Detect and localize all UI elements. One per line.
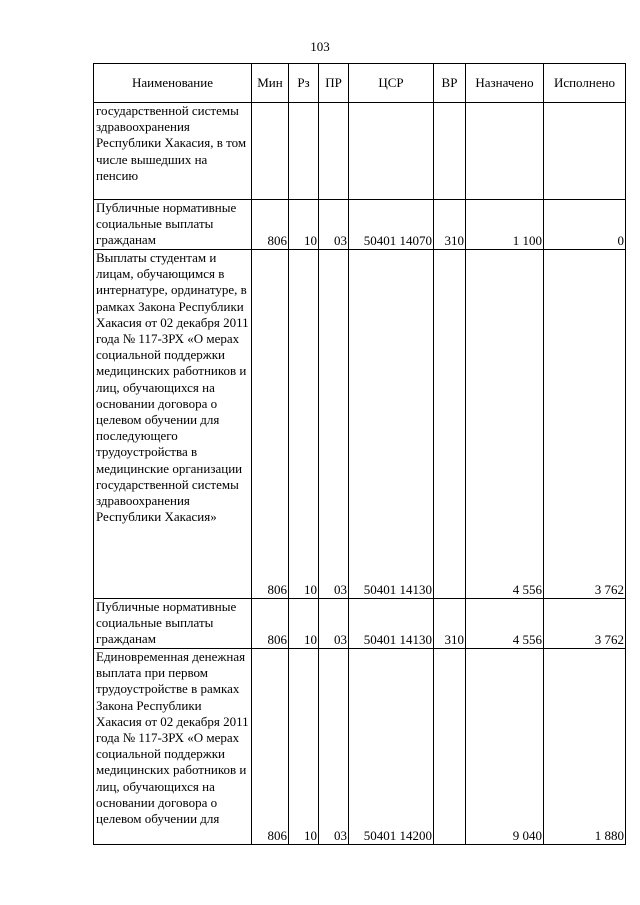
cell-planned (466, 103, 544, 200)
cell-csr: 50401 14070 (349, 200, 434, 250)
cell-pr: 03 (319, 250, 349, 599)
cell-executed: 3 762 (544, 250, 626, 599)
cell-rz: 10 (289, 649, 319, 845)
cell-executed: 1 880 (544, 649, 626, 845)
cell-pr (319, 103, 349, 200)
table-row (94, 599, 626, 649)
cell-rz: 10 (289, 599, 319, 649)
cell-vr: 310 (434, 200, 466, 250)
header-planned: Назначено (466, 64, 544, 103)
cell-csr (349, 103, 434, 200)
cell-planned: 9 040 (466, 649, 544, 845)
cell-min: 806 (252, 200, 289, 250)
table-header-row (94, 64, 626, 103)
cell-name: Выплаты студентам и лицам, обучающимся в интернатуре, ординатуре, в рамках Закона Республики Хакасия от 02 декабря 2011 года № 117-ЗРХ «О мерах социальной поддержки медицинских работников и лиц, обучающихся на основании договора о целевом обучении для последующего трудоустройства в медицинские организации государственной системы здравоохранения Республики Хакасия» (94, 250, 252, 599)
header-executed: Исполнено (544, 64, 626, 103)
cell-executed (544, 103, 626, 200)
header-rz: Рз (289, 64, 319, 103)
cell-executed: 3 762 (544, 599, 626, 649)
cell-name: государственной системы здравоохранения Республики Хакасия, в том числе вышедших на пенсию (94, 103, 252, 200)
cell-name: Единовременная денежная выплата при первом трудоустройстве в рамках Закона Республики Хакасия от 02 декабря 2011 года № 117-ЗРХ «О мерах социальной поддержки медицинских работников и лиц, обучающихся на основании договора о целевом обучении для (94, 649, 252, 845)
cell-name: Публичные нормативные социальные выплаты гражданам (94, 599, 252, 649)
cell-executed: 0 (544, 200, 626, 250)
table-row (94, 649, 626, 845)
cell-csr: 50401 14200 (349, 649, 434, 845)
table-row (94, 103, 626, 200)
cell-vr (434, 649, 466, 845)
header-vr: ВР (434, 64, 466, 103)
cell-min: 806 (252, 599, 289, 649)
cell-vr (434, 250, 466, 599)
cell-min: 806 (252, 649, 289, 845)
cell-name: Публичные нормативные социальные выплаты гражданам (94, 200, 252, 250)
cell-pr: 03 (319, 649, 349, 845)
cell-planned: 4 556 (466, 599, 544, 649)
cell-vr: 310 (434, 599, 466, 649)
page-number: 103 (310, 39, 330, 54)
cell-pr: 03 (319, 200, 349, 250)
cell-rz: 10 (289, 250, 319, 599)
cell-pr: 03 (319, 599, 349, 649)
cell-rz: 10 (289, 200, 319, 250)
cell-rz (289, 103, 319, 200)
table-row (94, 200, 626, 250)
budget-table (93, 63, 626, 845)
header-csr: ЦСР (349, 64, 434, 103)
cell-min: 806 (252, 250, 289, 599)
cell-csr: 50401 14130 (349, 250, 434, 599)
cell-planned: 1 100 (466, 200, 544, 250)
header-name: Наименование (94, 64, 252, 103)
table-row (94, 250, 626, 599)
header-pr: ПР (319, 64, 349, 103)
cell-csr: 50401 14130 (349, 599, 434, 649)
cell-vr (434, 103, 466, 200)
header-min: Мин (252, 64, 289, 103)
cell-planned: 4 556 (466, 250, 544, 599)
cell-min (252, 103, 289, 200)
